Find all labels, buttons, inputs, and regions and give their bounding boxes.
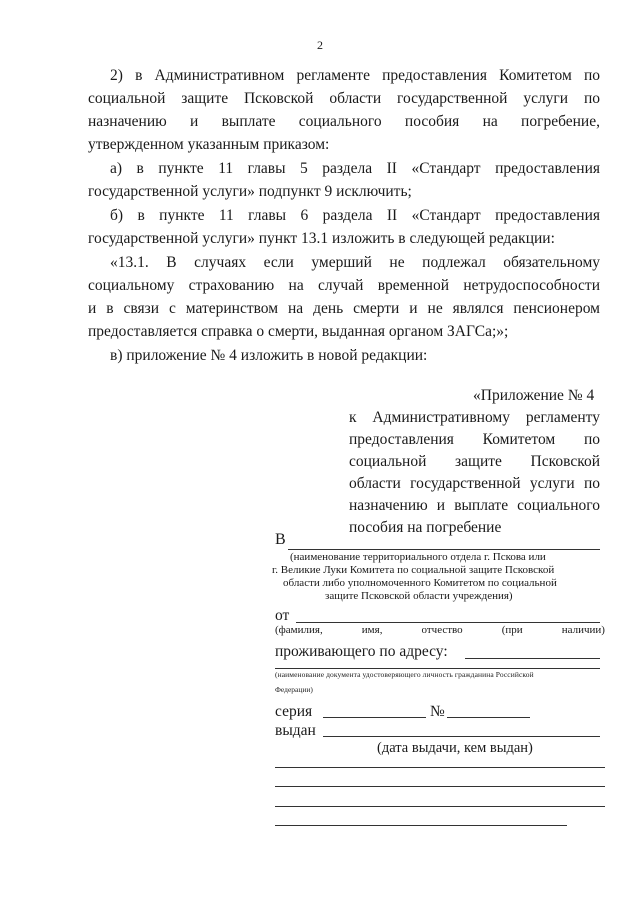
form-from-label: от [275,607,290,624]
form-issued-label: выдан [275,722,316,739]
paragraph-a-line-1: а) в пункте 11 главы 5 раздела II «Стандарт предоставления [110,160,600,177]
paragraph-2-line-1: 2) в Административном регламенте предоставления Комитетом по [110,67,600,84]
form-blank-line-1 [275,767,605,768]
form-address-line [465,658,600,659]
appendix-line-1: к Административному регламенту [349,409,600,426]
form-to-caption-1: (наименование территориального отдела г. Пскова или [290,551,546,563]
caption-present: наличии) [561,624,605,636]
caption-name: имя, [361,624,383,636]
form-to-caption-4: защите Псковской области учреждения) [325,590,513,602]
appendix-line-5: назначению и выплате социального [349,497,600,514]
appendix-line-3: социальной защите Псковской [349,453,600,470]
form-to-line [288,549,600,550]
appendix-line-4: области государственной услуги по [349,475,600,492]
appendix-line-6: пособия на погребение [349,519,502,536]
paragraph-13-1-line-2: социальному страхованию на случай временной нетрудоспособности [88,277,600,294]
caption-surname: (фамилия, [275,624,323,636]
paragraph-13-1-line-3: и в связи с материнством на день смерти и не являлся пенсионером [88,300,600,317]
form-series-line [323,717,426,718]
paragraph-13-1-line-1: «13.1. В случаях если умерший не подлежал обязательному [110,254,600,271]
paragraph-2-line-4: утвержденном указанным приказом: [88,136,330,153]
form-address-label: проживающего по адресу: [275,643,448,660]
form-from-caption [275,624,605,637]
paragraph-b-line-1: б) в пункте 11 главы 6 раздела II «Стандарт предоставления [110,207,600,224]
paragraph-2-line-3: назначению и выплате социального пособия на погребение, [88,113,600,130]
form-number-label: № [430,703,445,720]
page-number: 2 [317,38,323,52]
caption-patronymic: отчество [421,624,463,636]
form-doc-caption-2: Федерации) [275,685,313,694]
paragraph-2-line-2: социальной защите Псковской области государственной услуги по [88,90,600,107]
form-to-caption-2: г. Великие Луки Комитета по социальной защите Псковской [272,564,555,576]
form-number-line [447,717,530,718]
form-issued-caption: (дата выдачи, кем выдан) [377,740,533,756]
form-doc-caption-1: (наименование документа удостоверяющего личность гражданина Российской [275,670,534,679]
form-to-caption-3: области либо уполномоченного Комитетом по социальной [283,577,557,589]
paragraph-b-line-2: государственной услуги» пункт 13.1 изложить в следующей редакции: [88,230,555,247]
form-blank-line-3 [275,806,605,807]
caption-if: (при [501,624,523,636]
form-blank-line-4 [275,825,567,826]
paragraph-13-1-line-4: предоставляется справка о смерти, выданная органом ЗАГСа;»; [88,323,509,340]
form-blank-line-2 [275,786,605,787]
paragraph-a-line-2: государственной услуги» подпункт 9 исключить; [88,183,412,200]
paragraph-v: в) приложение № 4 изложить в новой редакции: [110,347,428,364]
appendix-title: «Приложение № 4 [473,387,595,404]
form-series-label: серия [275,703,313,720]
form-to-label: В [275,531,286,548]
appendix-line-2: предоставления Комитетом по [349,431,600,448]
form-address-line-2 [275,668,600,669]
form-from-line [296,622,600,623]
